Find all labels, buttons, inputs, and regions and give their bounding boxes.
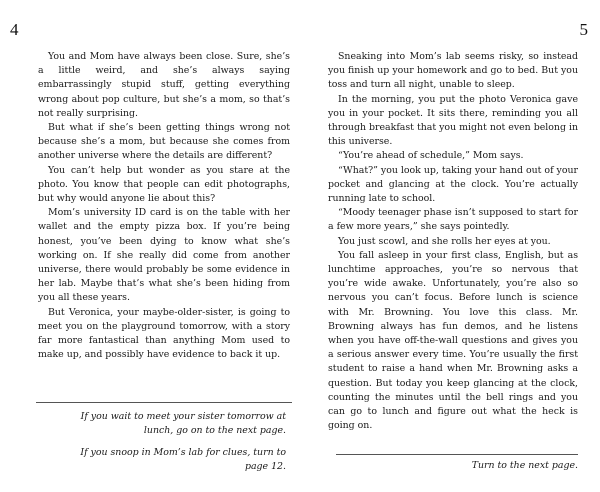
page-number: 4 — [10, 20, 19, 39]
paragraph: In the morning, you put the photo Veronica gave you in your pocket. It sits there, reminding you all through breakfast that you might not even belong in this universe. — [328, 93, 578, 148]
paragraph: You fall asleep in your first class, English, but as lunchtime approaches, you’re so nervous that you’re wide awake. Unfortunately, you’re also so nervous you can’t focus. Before lunch is science with Mr. Browning. You love this class. Mr. Browning always has fun demos, and he listens when you have off-the-wall questions and gives you a serious answer every time. You’re usually the first student to raise a hand when Mr. Browning asks a question. But today you keep glancing at the clock, counting the minutes until the bell rings and you can go to lunch and figure out what the heck is going on. — [328, 249, 578, 432]
divider — [36, 402, 292, 403]
choice-snoop-lab: If you snoop in Mom’s lab for clues, turn to page 12. — [80, 447, 286, 473]
paragraph: Sneaking into Mom’s lab seems risky, so instead you finish up your homework and go to bed. But you toss and turn all night, unable to sleep. — [328, 51, 578, 91]
divider — [336, 454, 578, 455]
paragraph: “You’re ahead of schedule,” Mom says. — [338, 150, 524, 162]
right-page — [300, 0, 600, 492]
paragraph: “Moody teenager phase isn’t supposed to start for a few more years,” she says pointedly. — [328, 207, 578, 233]
choice-wait-for-sister: If you wait to meet your sister tomorrow at lunch, go on to the next page. — [80, 411, 286, 437]
paragraph: But what if she’s been getting things wrong not because she’s a mom, but because she comes from another universe where the details are different? — [38, 122, 290, 162]
paragraph: You and Mom have always been close. Sure, she’s a little weird, and she’s always saying embarrassingly stupid stuff, getting everything wrong about pop culture, but she’s a mom, so that’s not really surprising. — [38, 51, 290, 119]
page-body — [38, 50, 290, 362]
turn-page-instruction: Turn to the next page. — [471, 460, 578, 471]
paragraph: Mom’s university ID card is on the table with her wallet and the empty pizza box. If you’re being honest, you’ve been dying to know what she’s working on. If she really did come from another universe, there would probably be some evidence in her lab. Maybe that’s what she’s been hiding from you all these years. — [38, 207, 290, 304]
page-number: 5 — [579, 20, 588, 39]
paragraph: “What?” you look up, taking your hand out of your pocket and glancing at the clock. You’re actually running late to school. — [328, 164, 578, 205]
page-body — [328, 50, 578, 433]
paragraph: You can’t help but wonder as you stare at the photo. You know that people can edit photographs, but why would anyone lie about this? — [38, 164, 290, 205]
paragraph: You just scowl, and she rolls her eyes at you. — [338, 235, 551, 247]
paragraph: But Veronica, your maybe-older-sister, is going to meet you on the playground tomorrow, with a story far more fantastical than anything Mom used to make up, and possibly have evidence to back it up. — [38, 306, 290, 361]
